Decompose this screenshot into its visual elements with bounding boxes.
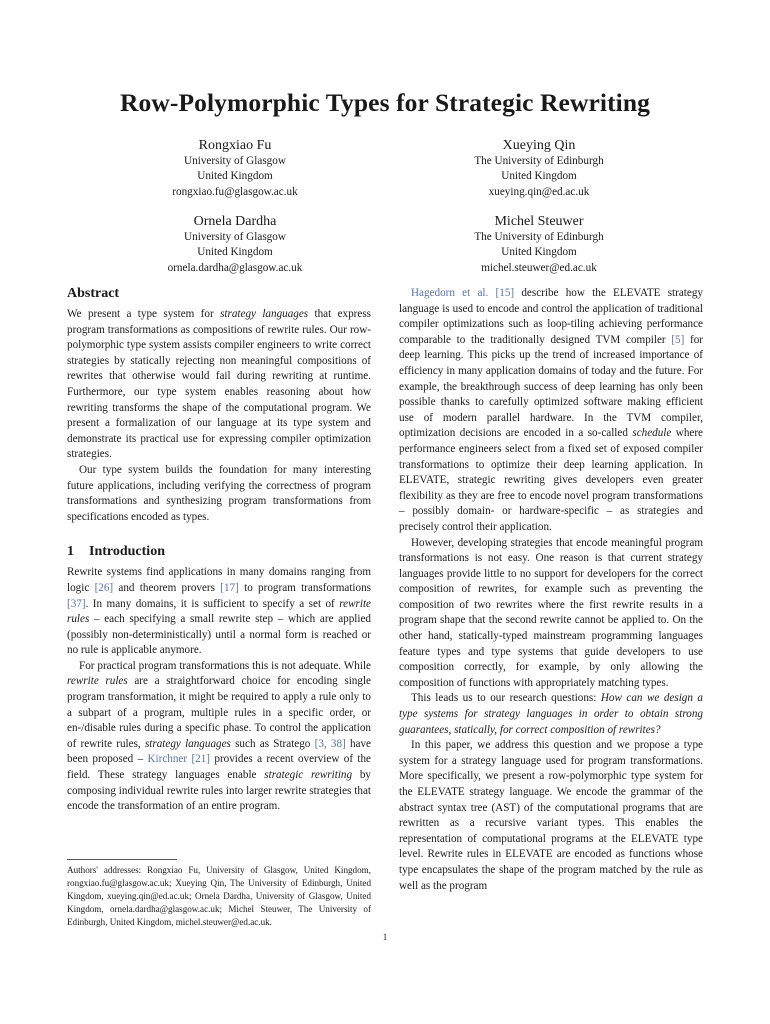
author-name: Michel Steuwer	[494, 214, 584, 229]
author-block	[85, 213, 385, 276]
author-name: Xueying Qin	[502, 138, 576, 153]
author-name: Rongxiao Fu	[198, 138, 272, 153]
body-paragraph: However, developing strategies that encode meaningful program transformations is not easy. One reason is that current strategy languages provide little to no support for developers for the correct composition of rewrites, for example such as preventing the composition of two rewrites where the first rewrite results in a program shape that the second rewrite cannot be applied to. On the other hand, statically-typed mainstream programming languages feature types and type systems that guide developers to use composition correctly, for example, by only allowing the composition of functions with appropriately matching types.	[399, 536, 703, 689]
author-email: rongxiao.fu@glasgow.ac.uk	[172, 185, 298, 198]
right-column	[399, 286, 703, 894]
body-paragraph: For practical program transformations this is not adequate. While rewrite rules are a straightforward choice for encoding single program transformation, it might be required to apply a rule only to a subpart of a program, multiple rules in a specific order, or en-/disable rules during a specific phase. To control the application of rewrite rules, strategy languages such as Stratego [3, 38] have been proposed – Kirchner [21] provides a recent overview of the field. These strategy languages enable strategic rewriting by composing individual rewrite rules into larger rewrite strategies that encode the transformation of an entire program.	[67, 659, 372, 813]
authors-footnote: Authors' addresses: Rongxiao Fu, University of Glasgow, United Kingdom, rongxiao.fu@glasgow.ac.uk; Xueying Qin, The University of Edinburgh, United Kingdom, xueying.qin@ed.ac.uk; Ornela Dardha, University of Glasgow, United Kingdom, ornela.dardha@glasgow.ac.uk; Michel Steuwer, The University of Edinburgh, United Kingdom, michel.steuwer@ed.ac.uk.	[67, 865, 371, 927]
citation-link[interactable]: [3, 38]	[314, 737, 346, 750]
citation-link[interactable]: [17]	[220, 581, 239, 594]
paper-title: Row-Polymorphic Types for Strategic Rewriting	[119, 88, 650, 117]
author-affiliation: University of Glasgow	[184, 155, 286, 167]
section-heading	[67, 543, 371, 561]
left-column	[67, 285, 371, 815]
author-affiliation: University of Glasgow	[184, 231, 286, 243]
citation-link[interactable]: Kirchner [21]	[147, 753, 211, 766]
author-email: michel.steuwer@ed.ac.uk	[481, 261, 597, 274]
author-block	[389, 137, 689, 200]
citation-link[interactable]: [37]	[67, 597, 86, 610]
body-paragraph: Hagedorn et al. [15] describe how the ELEVATE strategy language is used to encode and control the application of traditional compiler optimizations such as loop-tiling achieving performance comparable to the traditionally designed TVM compiler [5] for deep learning. This picks up the trend of increased importance of efficiency in many application domains of today and the future. For example, the breakthrough success of deep learning has only been possible thanks to carefully optimized software making efficient use of modern parallel hardware. In the TVM compiler, optimization decisions are encoded in a so-called schedule where performance engineers select from a fixed set of exposed compiler transformations to optimize their deep learning application. In ELEVATE, strategic rewriting gives developers even greater flexibility as they are free to encode novel program transformations – possibly domain- or hardware-specific – as strategies and precisely control their application.	[399, 287, 703, 533]
author-country: United Kingdom	[501, 246, 577, 259]
author-email: xueying.qin@ed.ac.uk	[488, 185, 590, 198]
body-paragraph: Rewrite systems find applications in many domains ranging from logic [26] and theorem provers [17] to program transformations [37]. In many domains, it is sufficient to specify a set of rewrite rules – each specifying a small rewrite step – which are applied (possibly non-deterministically) until a normal form is reached or no rule is applicable anymore.	[67, 566, 372, 657]
body-paragraph: This leads us to our research questions: How can we design a type systems for strategy languages in order to obtain strong guarantees, statically, for correct composition of rewrites?	[399, 692, 703, 736]
author-name: Ornela Dardha	[193, 214, 277, 229]
author-email: ornela.dardha@glasgow.ac.uk	[167, 261, 303, 274]
author-country: United Kingdom	[197, 246, 273, 259]
author-block	[85, 137, 385, 200]
footnote-divider	[67, 859, 177, 860]
page-number: 1	[382, 932, 388, 942]
section-title: Introduction	[89, 544, 165, 560]
abstract-heading: Abstract	[67, 286, 120, 301]
citation-link[interactable]: [26]	[94, 581, 114, 594]
body-paragraph: In this paper, we address this question and we propose a type system for a strategy language used for program transformations. More specifically, we present a row-polymorphic type system for the ELEVATE strategy language. We encode the grammar of the abstract syntax tree (AST) of the computational programs that are rewritten as a recursive variant types. This enables the representation of computational programs at the ELEVATE type level. Rewrite rules in ELEVATE are encoded as functions whose type encapsulates the shape of the program matched by the rule as well as the program	[399, 739, 703, 892]
author-block	[389, 213, 689, 276]
author-affiliation: The University of Edinburgh	[474, 155, 604, 167]
abstract-paragraph: We present a type system for strategy languages that express program transformations as compositions of rewrite rules. Our row-polymorphic type system assists compiler engineers to write correct strategies by statically rejecting non meaningful compositions of rewrites that otherwise would fail during rewriting at runtime. Furthermore, our type system enables reasoning about how rewriting transforms the shape of the computational program. We present a formalization of our language at its type system and demonstrate its practical use for expressing compiler optimization strategies.	[67, 308, 372, 461]
abstract-paragraph: Our type system builds the foundation for many interesting future applications, including verifying the correctness of program transformations and synthesizing program transformations from specifications encoded as types.	[67, 463, 371, 523]
author-country: United Kingdom	[501, 170, 577, 183]
citation-link[interactable]: [5]	[671, 333, 685, 346]
citation-link[interactable]: Hagedorn et al. [15]	[411, 287, 515, 299]
section-number: 1	[67, 544, 74, 560]
author-country: United Kingdom	[197, 170, 273, 183]
author-affiliation: The University of Edinburgh	[474, 231, 604, 243]
